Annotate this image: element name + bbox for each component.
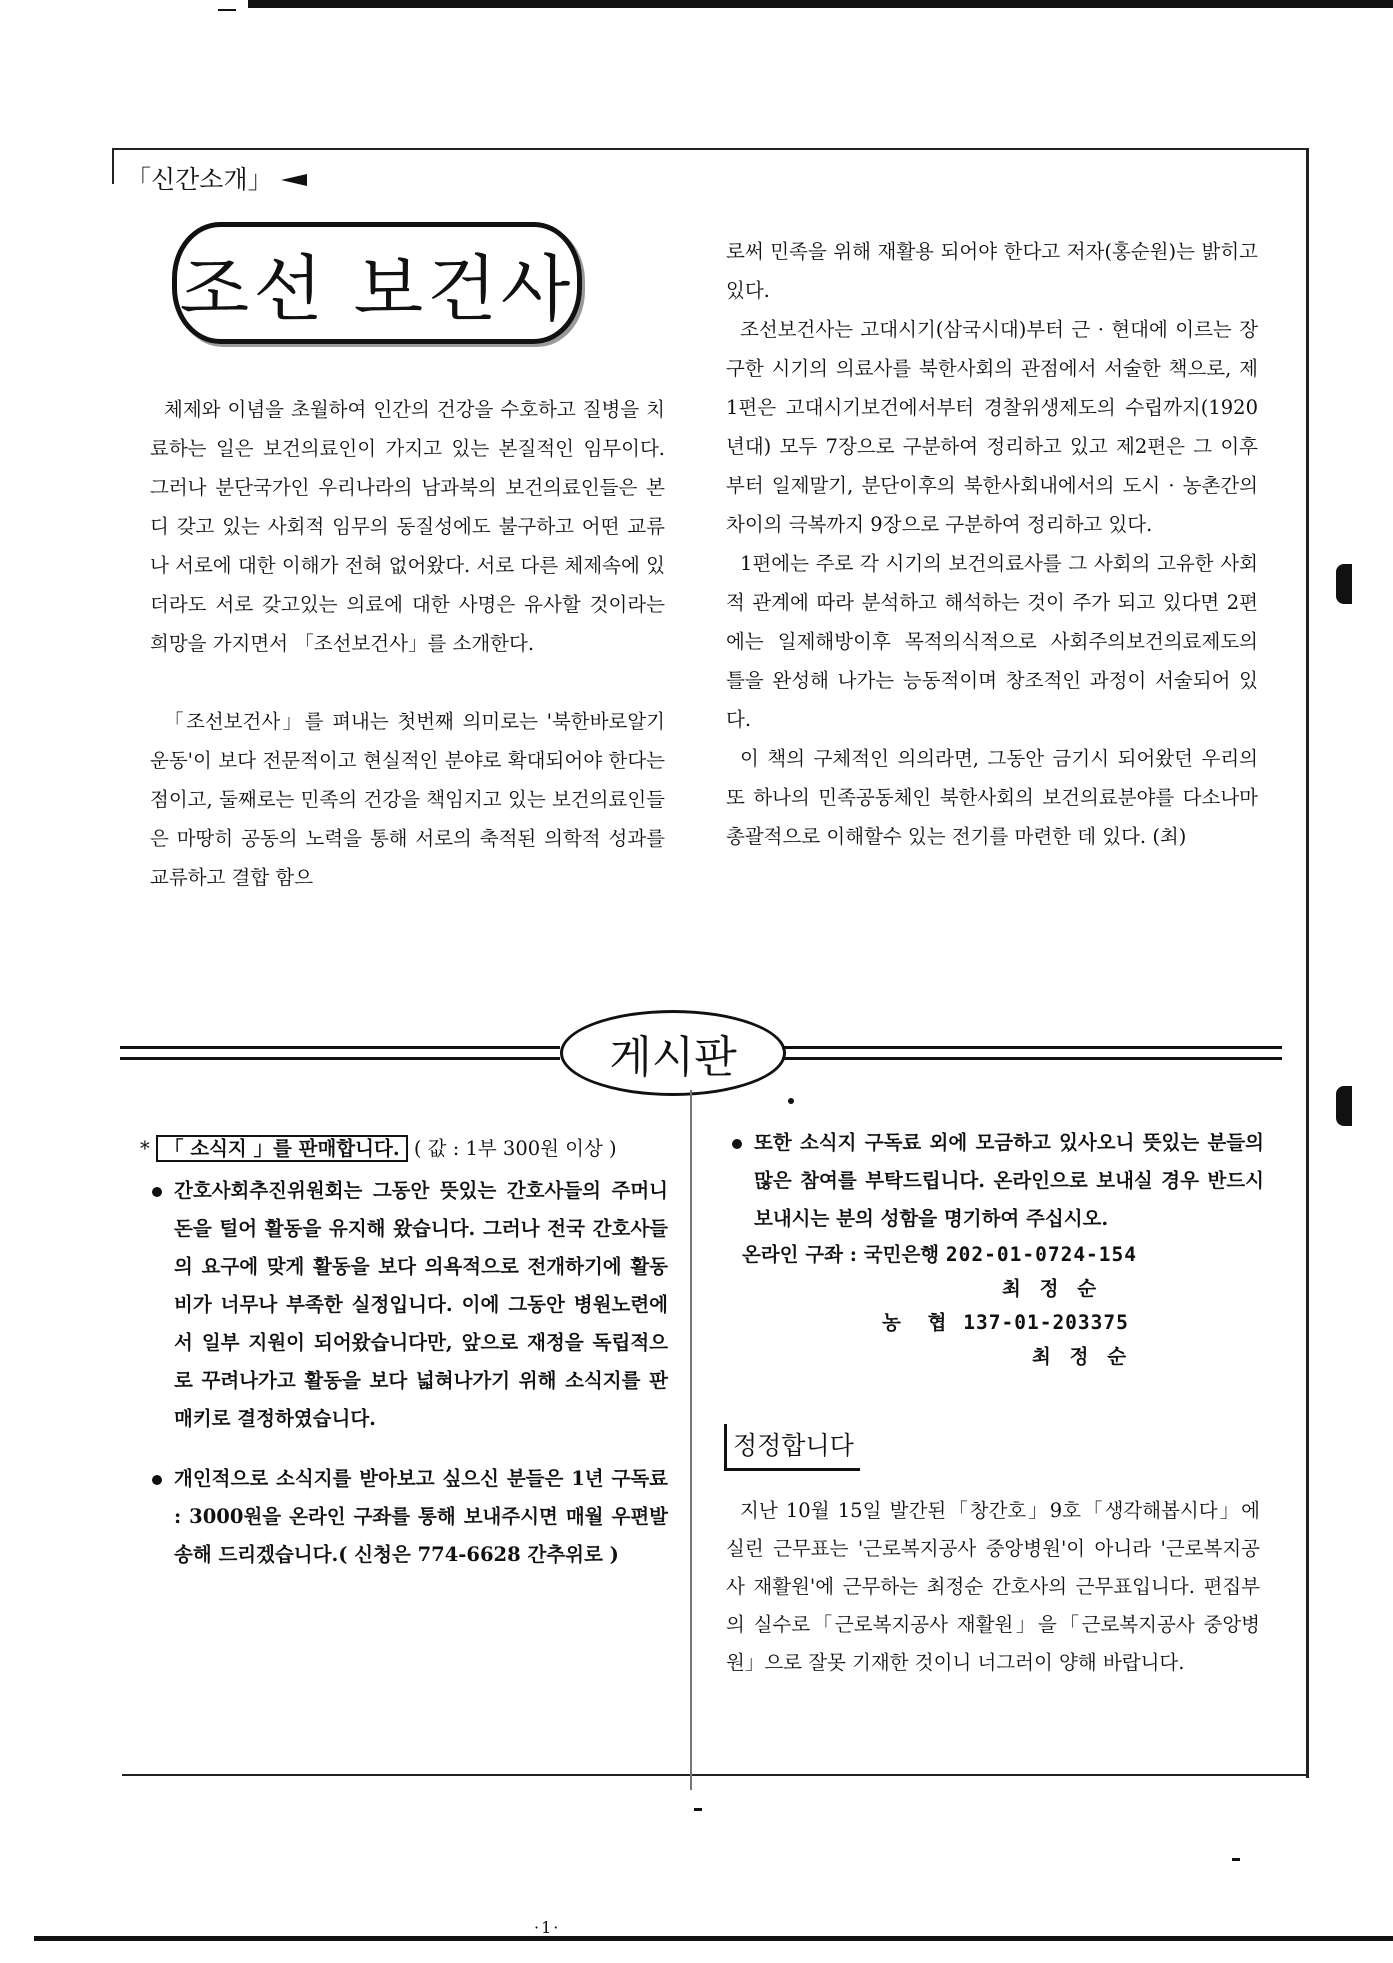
frame-bottom-rule bbox=[122, 1774, 1308, 1776]
board-right-column bbox=[720, 1124, 1264, 1374]
account-number: 137-01-203375 bbox=[963, 1311, 1129, 1334]
arrow-left-icon bbox=[281, 174, 307, 186]
board-left-column bbox=[140, 1130, 668, 1574]
board-headline-price: ( 값 : 1부 300원 이상 ) bbox=[413, 1137, 617, 1160]
board-bullet bbox=[140, 1172, 668, 1438]
article-paragraph: 로써 민족을 위해 재활용 되어야 한다고 저자(홍순원)는 밝히고 있다. bbox=[726, 240, 1258, 302]
article-left-column bbox=[150, 390, 665, 897]
top-rule-mark bbox=[218, 9, 236, 11]
dot-mark bbox=[788, 1098, 794, 1104]
bullet-icon bbox=[732, 1139, 742, 1149]
frame-right-rule bbox=[1306, 148, 1309, 1778]
section-label-text: 「신간소개」 bbox=[126, 165, 273, 194]
column-separator bbox=[690, 1090, 692, 1790]
punch-hole-mark bbox=[1336, 1086, 1352, 1126]
bottom-rule bbox=[34, 1936, 1393, 1941]
article-paragraph: 이 책의 구체적인 의의라면, 그동안 금기시 되어왔던 우리의 또 하나의 민족공동체인 북한사회의 보건의료분야를 다소나마 총괄적으로 이해할수 있는 전기를 마련한 데 있다. (최) bbox=[726, 747, 1258, 848]
board-header bbox=[120, 1010, 1282, 1100]
correction-text: 지난 10월 15일 발간된「창간호」9호「생각해봅시다」에 실린 근무표는 '근로복지공사 중앙병원'이 아니라 '근로복지공사 재활원'에 근무하는 최정순 간호사의 근무표입니다. 편집부의 실수로「근로복지공사 재활원」을「근로복지공사 중앙병원」으로 잘못 기재한 것이니 너그러이 양해 바랍니다. bbox=[726, 1499, 1260, 1674]
account-holder: 최 정 순 bbox=[1002, 1277, 1103, 1300]
section-label bbox=[126, 160, 307, 200]
board-rule-right bbox=[782, 1046, 1282, 1060]
correction-title: 정정합니다 bbox=[724, 1424, 860, 1471]
account-label: 온라인 구좌 : bbox=[742, 1243, 857, 1266]
board-headline-boxed: 「 소식지 」를 판매합니다. bbox=[156, 1135, 408, 1162]
account-number: 202-01-0724-154 bbox=[945, 1243, 1138, 1266]
board-bullet-text: 간호사회추진위원회는 그동안 뜻있는 간호사들의 주머니 돈을 털어 활동을 유지해 왔습니다. 그러나 전국 간호사들의 요구에 맞게 활동을 보다 의욕적으로 전개하기에 활동비가 너무나 부족한 실정입니다. 이에 그동안 병원노련에서 일부 지원이 되어왔습니다만, 앞으로 재정을 독립적으로 꾸려나가고 활동을 보다 넓혀나가기 위해 소식지를 판매키로 결정하였습니다. bbox=[174, 1179, 668, 1430]
book-title: 조선 보건사 bbox=[172, 222, 582, 344]
board-bullet-text: 개인적으로 소식지를 받아보고 싶으신 분들은 1년 구독료 : 3000원을 온라인 구좌를 통해 보내주시면 매월 우편발송해 드리겠습니다.( 신청은 774-6628 간추위로 ) bbox=[174, 1467, 668, 1566]
frame-top-rule bbox=[112, 148, 1308, 150]
correction-body bbox=[726, 1492, 1260, 1682]
page-mark: ·1· bbox=[534, 1918, 561, 1937]
board-bullet-text: 또한 소식지 구독료 외에 모금하고 있사오니 뜻있는 분들의 많은 참여를 부탁드립니다. 온라인으로 보내실 경우 반드시 보내시는 분의 성함을 명기하여 주십시오. bbox=[754, 1131, 1264, 1230]
bank-name: 국민은행 bbox=[863, 1243, 940, 1266]
article-right-column bbox=[726, 232, 1258, 856]
board-bullet bbox=[720, 1124, 1264, 1238]
punch-hole-mark bbox=[1336, 564, 1352, 604]
article-paragraph: 「조선보건사」를 펴내는 첫번째 의미로는 '북한바로알기운동'이 보다 전문적이고 현실적인 분야로 확대되어야 한다는 점이고, 둘째로는 민족의 건강을 책임지고 있는 보건의료인들은 마땅히 공동의 노력을 통해 서로의 축적된 의학적 성과를 교류하고 결합 함으 bbox=[150, 710, 665, 889]
article-paragraph: 조선보건사는 고대시기(삼국시대)부터 근 · 현대에 이르는 장구한 시기의 의료사를 북한사회의 관점에서 서술한 책으로, 제1편은 고대시기보건에서부터 경찰위생제도의 수립까지(1920년대) 모두 7장으로 구분하여 정리하고 있고 제2편은 그 이후부터 일제말기, 분단이후의 북한사회내에서의 도시 · 농촌간의 차이의 극복까지 9장으로 구분하여 정리하고 있다. bbox=[726, 318, 1258, 536]
board-title: 게시판 bbox=[560, 1010, 786, 1096]
account-holder: 최 정 순 bbox=[1032, 1345, 1133, 1368]
top-rule bbox=[248, 0, 1393, 8]
dash-mark bbox=[694, 1808, 702, 1811]
board-rule-left bbox=[120, 1046, 560, 1060]
dash-mark bbox=[1232, 1858, 1240, 1861]
account-row bbox=[742, 1306, 1264, 1340]
star-mark: * bbox=[140, 1137, 150, 1160]
bullet-icon bbox=[152, 1475, 162, 1485]
board-bullet bbox=[140, 1460, 668, 1574]
article-paragraph: 체제와 이념을 초월하여 인간의 건강을 수호하고 질병을 치료하는 일은 보건의료인이 가지고 있는 본질적인 임무이다. 그러나 분단국가인 우리나라의 남과북의 보건의료인들은 본디 갖고 있는 사회적 임무의 동질성에도 불구하고 어떤 교류나 서로에 대한 이해가 전혀 없어왔다. 서로 다른 체제속에 있더라도 서로 갖고있는 의료에 대한 사명은 유사할 것이라는 희망을 가지면서 「조선보건사」를 소개한다. bbox=[150, 398, 665, 655]
board-headline bbox=[140, 1130, 668, 1168]
frame-left-rule bbox=[112, 148, 114, 184]
article-paragraph: 1편에는 주로 각 시기의 보건의료사를 그 사회의 고유한 사회적 관계에 따라 분석하고 해석하는 것이 주가 되고 있다면 2편에는 일제해방이후 목적의식적으로 사회주의보건의료제도의 틀을 완성해 나가는 능동적이며 창조적인 과정이 서술되어 있다. bbox=[726, 552, 1258, 731]
account-block bbox=[720, 1238, 1264, 1374]
bullet-icon bbox=[152, 1187, 162, 1197]
account-row bbox=[742, 1238, 1264, 1272]
bank-name: 농 협 bbox=[882, 1311, 957, 1334]
